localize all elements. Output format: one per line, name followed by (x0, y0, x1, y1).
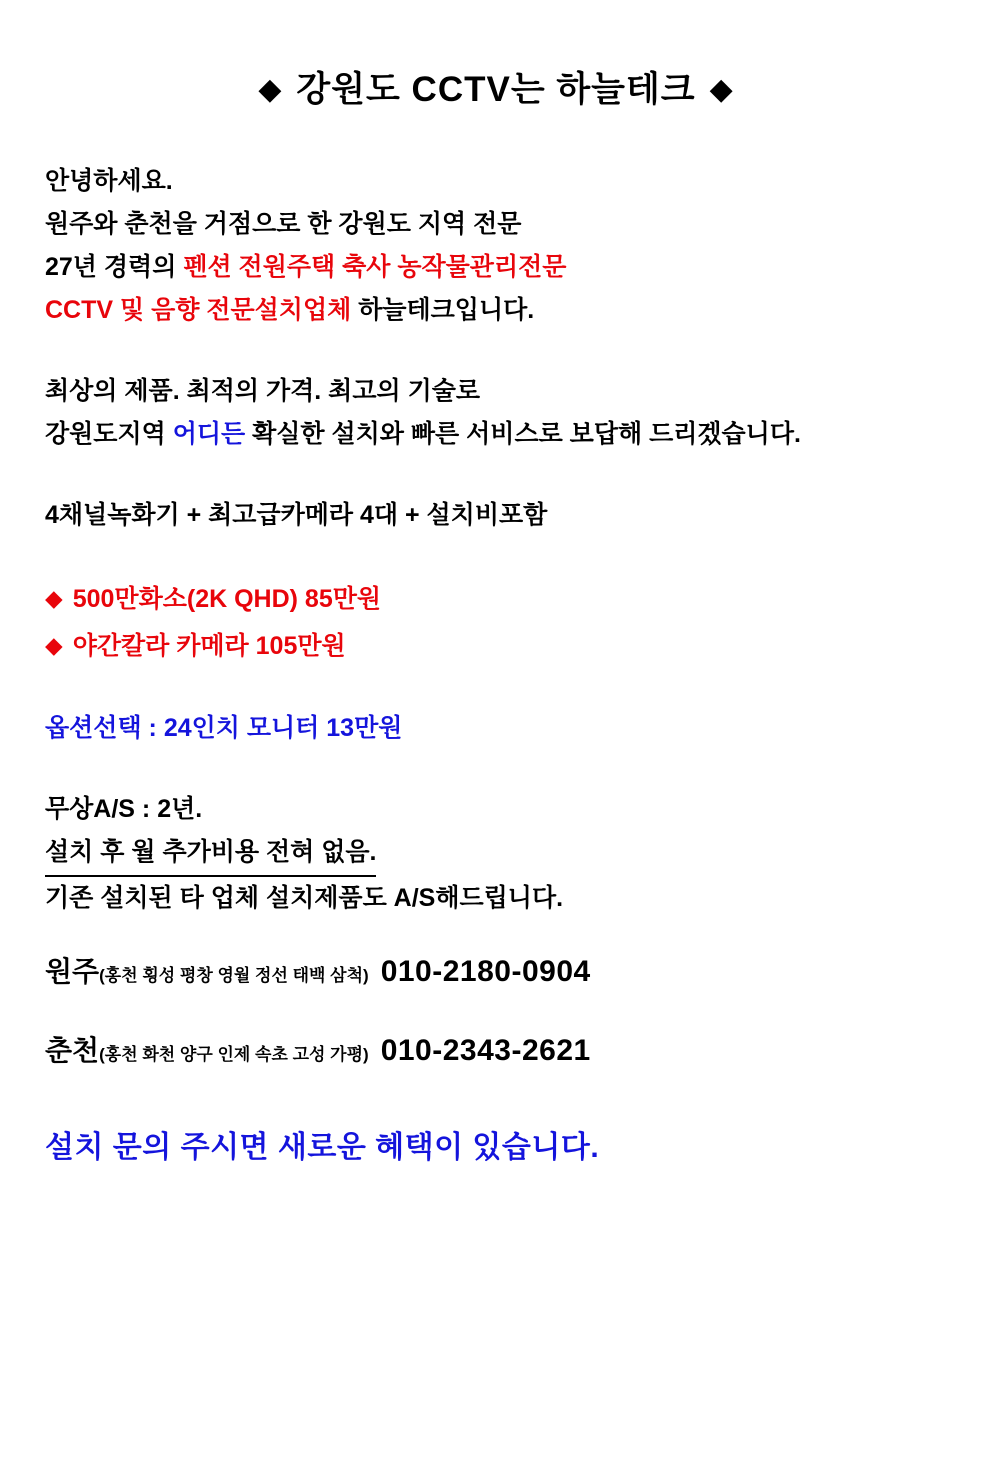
price-item-1-text: 500만화소(2K QHD) 85만원 (72, 585, 382, 613)
diamond-bullet-icon: ◆ (45, 585, 63, 611)
contact-chuncheon-phone[interactable]: 010-2343-2621 (380, 1034, 591, 1067)
contact-wonju-phone[interactable]: 010-2180-0904 (380, 955, 591, 988)
contact-chuncheon (45, 1029, 992, 1078)
slogan-line-2-prefix: 강원도지역 (45, 420, 173, 448)
advertisement-page (0, 62, 992, 1465)
intro-line-3 (45, 246, 992, 289)
price-item-2 (45, 622, 992, 669)
slogan-line-2-highlight: 어디든 (172, 420, 246, 448)
slogan-line-2 (45, 413, 992, 456)
intro-line-4-highlight: CCTV 및 음향 전문설치업체 (45, 296, 352, 324)
intro-line-3-highlight: 펜션 전원주택 축사 농작물관리전문 (183, 253, 567, 281)
contact-wonju-areas: (홍천 횡성 평창 영월 정선 태백 삼척) (99, 966, 369, 985)
intro-line-1: 안녕하세요. (45, 167, 173, 195)
price-item-2-text: 야간칼라 카메라 105만원 (72, 632, 346, 660)
warranty-line-2-text: 설치 후 월 추가비용 전혀 없음. (45, 831, 376, 877)
option-line: 옵션선택 : 24인치 모니터 13만원 (45, 714, 403, 742)
contact-wonju (45, 950, 992, 999)
warranty-line-3: 기존 설치된 타 업체 설치제품도 A/S해드립니다. (45, 884, 564, 912)
contact-wonju-region: 원주 (45, 956, 100, 987)
slogan-line-2-suffix: 확실한 설치와 빠른 서비스로 보답해 드리겠습니다. (245, 420, 801, 448)
contact-chuncheon-region: 춘천 (45, 1035, 100, 1066)
diamond-bullet-icon: ◆ (45, 632, 63, 658)
diamond-right-icon: ◆ (709, 73, 734, 106)
warranty-line-1: 무상A/S : 2년. (45, 795, 203, 823)
diamond-left-icon: ◆ (258, 73, 283, 106)
slogan-line-1: 최상의 제품. 최적의 가격. 최고의 기술로 (45, 377, 481, 405)
intro-line-3-prefix: 27년 경력의 (45, 253, 184, 281)
intro-line-4-suffix: 하늘테크입니다. (351, 296, 535, 324)
body-content (45, 160, 992, 1166)
price-item-1 (45, 575, 992, 622)
closing-message: 설치 문의 주시면 새로운 혜택이 있습니다. (45, 1131, 600, 1164)
intro-line-2: 원주와 춘천을 거점으로 한 강원도 지역 전문 (45, 210, 522, 238)
page-title (0, 62, 992, 112)
page-title-text: 강원도 CCTV는 하늘테크 (296, 70, 696, 109)
intro-line-4 (45, 289, 992, 332)
package-line: 4채널녹화기 + 최고급카메라 4대 + 설치비포함 (45, 501, 548, 529)
contact-chuncheon-areas: (홍천 화천 양구 인제 속초 고성 가평) (99, 1045, 369, 1064)
warranty-line-2 (45, 831, 992, 877)
